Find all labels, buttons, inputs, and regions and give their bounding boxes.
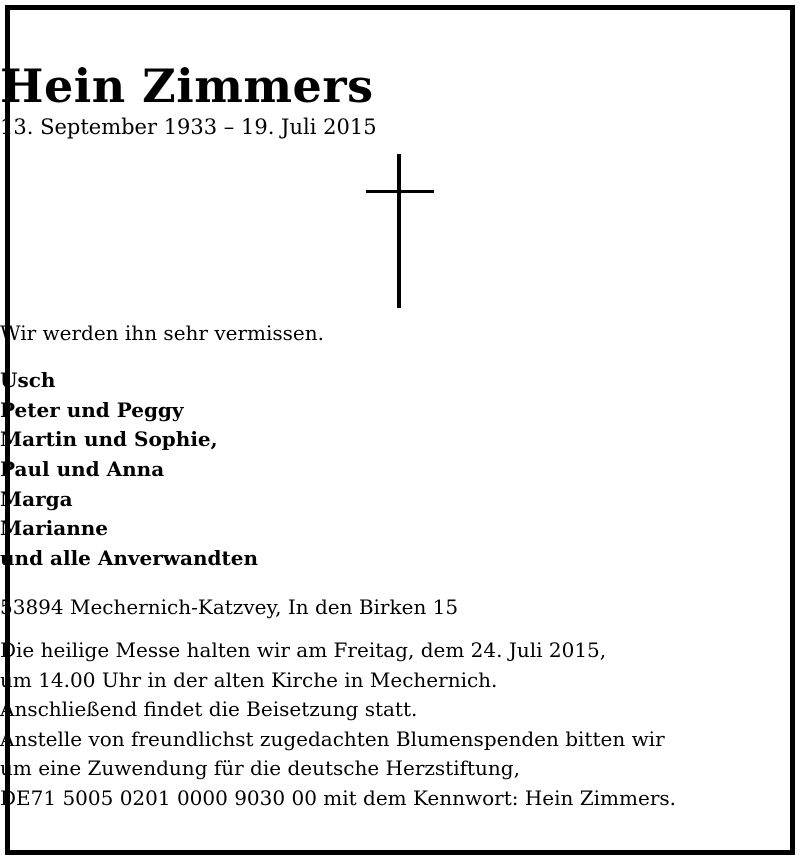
mourner-line: Marianne xyxy=(0,516,108,541)
notice-line: Die heilige Messe halten wir am Freitag, dem 24. Juli 2015, xyxy=(0,638,607,662)
mourner-line: Paul und Anna xyxy=(0,457,165,482)
mourner-line: und alle Anverwandten xyxy=(0,546,259,571)
mourner-line: Marga xyxy=(0,486,73,511)
deceased-name: Hein Zimmers xyxy=(0,59,374,113)
notice-line: um eine Zuwendung für die deutsche Herzstiftung, xyxy=(0,756,520,780)
cross-horizontal-bar xyxy=(366,190,434,193)
mourner-line: Martin und Sophie, xyxy=(0,427,218,452)
notice-line: Anschließend findet die Beisetzung statt. xyxy=(0,697,418,721)
motto-text: Wir werden ihn sehr vermissen. xyxy=(0,321,324,345)
cross-vertical-bar xyxy=(397,154,401,308)
notice-line: um 14.00 Uhr in der alten Kirche in Mechernich. xyxy=(0,667,498,692)
mourners-list xyxy=(0,366,800,574)
funeral-notice xyxy=(0,636,800,813)
family-address: 53894 Mechernich-Katzvey, In den Birken 15 xyxy=(0,595,459,619)
notice-line: Anstelle von freundlichst zugedachten Blumenspenden bitten wir xyxy=(0,726,665,751)
mourner-line: Peter und Peggy xyxy=(0,397,184,422)
mourner-line: Usch xyxy=(0,368,56,392)
life-dates: 13. September 1933 – 19. Juli 2015 xyxy=(0,115,377,139)
notice-line: DE71 5005 0201 0000 9030 00 mit dem Kennwort: Hein Zimmers. xyxy=(0,785,676,810)
